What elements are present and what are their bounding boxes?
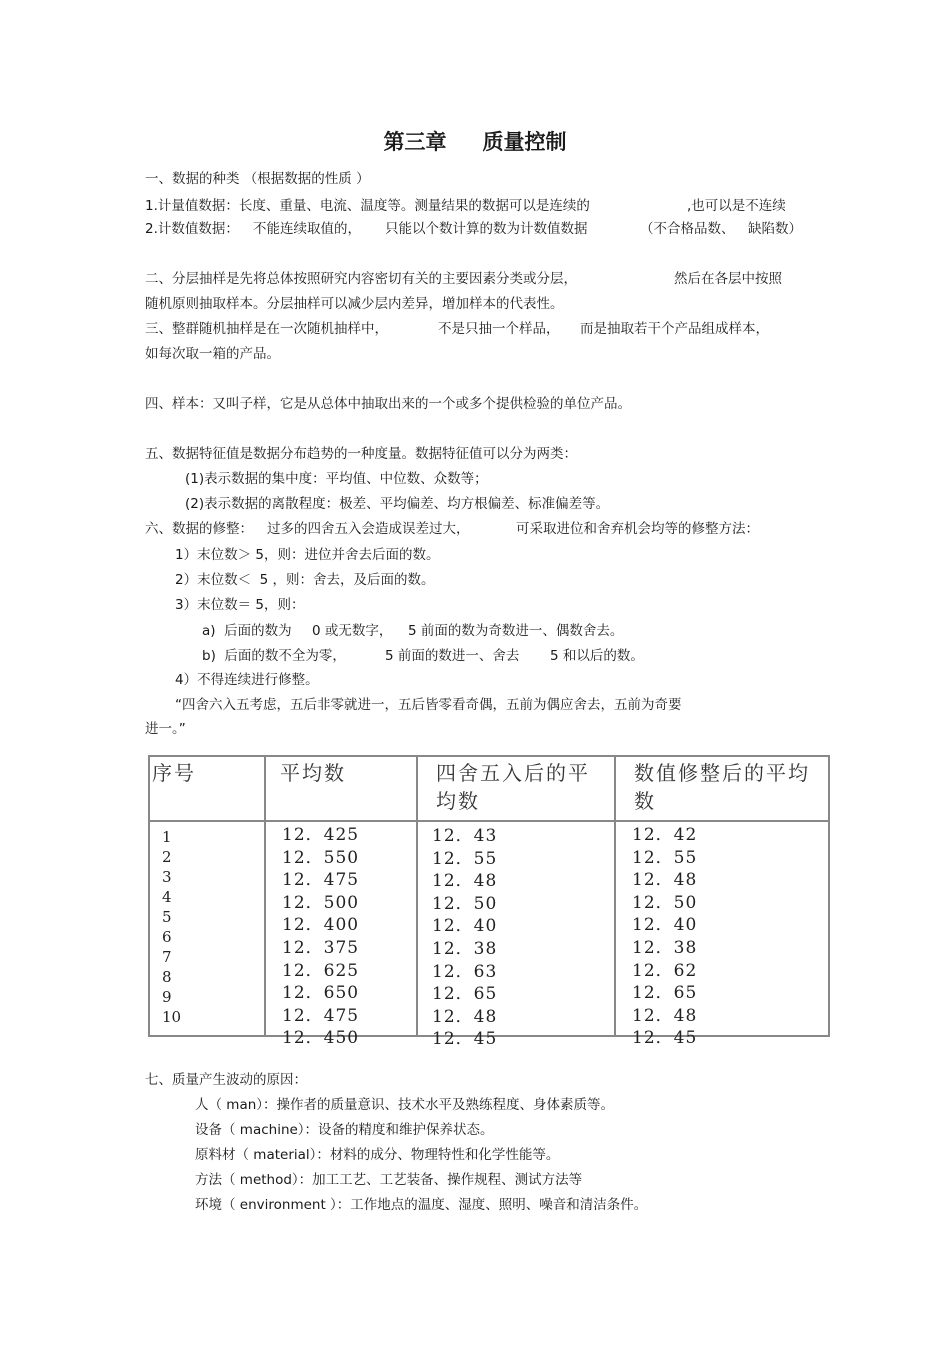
s3-line1c: 而是抽取若干个产品组成样本， [580,321,769,337]
header-rounded-average: 四舍五入后的平均数 [436,761,590,813]
table-col-divider-1 [264,755,266,1037]
s6-rule-2: 2）末位数＜ 5 ，则：舍去，及后面的数。 [175,572,435,588]
table-index-cell: 3 [162,868,172,886]
s2-line1b: 然后在各层中按照 [674,271,782,287]
s6-rule-3: 3）末位数＝ 5，则： [175,597,305,613]
table-average-cell: 12．475 [282,870,360,891]
table-average-cell: 12．650 [282,983,360,1004]
table-index-cell: 6 [162,928,172,946]
table-index-cell: 1 [162,828,172,846]
cause-machine: 设备（ machine）：设备的精度和维护保养状态。 [195,1122,494,1138]
s6-quote-line1: “四舍六入五考虑，五后非零就进一，五后皆零看奇偶，五前为偶应舍去，五前为奇要 [175,697,682,713]
table-average-cell: 12．475 [282,1005,360,1026]
table-average-cell: 12．500 [282,892,360,913]
table-corrected-cell: 12．62 [632,960,698,981]
table-average-cell: 12．400 [282,915,360,936]
s1-line1a: 1.计量值数据：长度、重量、电流、温度等。测量结果的数据可以是连续的 [145,198,590,214]
cause-method: 方法（ method）：加工工艺、工艺装备、操作规程、测试方法等 [195,1172,583,1188]
s1-line2e: 缺陷数） [748,221,802,237]
table-index-cell: 7 [162,948,172,966]
table-corrected-cell: 12．55 [632,847,698,868]
s6-rule-3b-3: 5 和以后的数。 [550,648,644,664]
section-1-heading: 一、数据的种类 （根据数据的性质 ） [145,171,370,187]
s1-line2a: 2.计数值数据： [145,221,239,237]
s5-item2: (2)表示数据的离散程度：极差、平均偏差、均方根偏差、标准偏差等。 [185,496,610,512]
cause-environment: 环境（ environment ）：工作地点的温度、湿度、照明、噪音和清洁条件。 [195,1197,648,1213]
header-corrected-average: 数值修整后的平均数 [634,761,810,813]
table-rounded-cell: 12．55 [432,848,498,869]
table-average-cell: 12．450 [282,1028,360,1049]
table-left-border [148,755,150,1037]
s1-line1b: ,也可以是不连续 [687,198,786,214]
table-corrected-cell: 12．48 [632,870,698,891]
s6-line1c: 可采取进位和舍弃机会均等的修整方法： [516,521,759,537]
table-rounded-cell: 12．45 [432,1029,498,1050]
chapter-title [0,128,950,156]
table-rounded-cell: 12．43 [432,826,498,846]
table-rounded-cell: 12．48 [432,1006,498,1027]
table-col-divider-3 [614,755,616,1037]
table-rounded-cell: 12．38 [432,938,498,959]
table-corrected-cell: 12．42 [632,825,698,845]
s7-heading: 七、质量产生波动的原因： [145,1072,307,1088]
s3-line2: 如每次取一箱的产品。 [145,346,280,362]
cause-material: 原料材（ material）：材料的成分、物理特性和化学性能等。 [195,1147,560,1163]
table-rounded-cell: 12．50 [432,893,498,914]
s1-line2b: 不能连续取值的， [253,221,361,237]
s6-rule-3a-2: 0 或无数字， [312,623,393,639]
table-corrected-cell: 12．48 [632,1005,698,1026]
table-index-cell: 5 [162,908,172,926]
corrected-column [632,824,697,1050]
cause-man: 人（ man）：操作者的质量意识、技术水平及熟练程度、身体素质等。 [195,1097,615,1113]
table-rounded-cell: 12．65 [432,984,498,1005]
s6-line1a: 六、数据的修整： [145,521,253,537]
table-header-divider [148,820,830,822]
table-index-cell: 2 [162,848,172,866]
table-corrected-cell: 12．40 [632,915,698,936]
s2-line1a: 二、分层抽样是先将总体按照研究内容密切有关的主要因素分类或分层， [145,271,577,287]
table-right-border [828,755,830,1037]
chapter-name: 质量控制 [482,129,567,154]
table-average-cell: 12．550 [282,847,360,868]
s3-line1a: 三、整群随机抽样是在一次随机抽样中， [145,321,388,337]
table-index-cell: 10 [162,1008,182,1026]
table-top-border [148,755,830,757]
s6-rule-3a-1: a) 后面的数为 [202,623,292,639]
header-average: 平均数 [280,761,346,785]
average-column [282,824,359,1050]
rounding-table [148,755,830,1050]
header-index: 序号 [152,761,196,785]
s1-line2d: （不合格品数、 [640,221,735,237]
table-average-cell: 12．625 [282,960,360,981]
table-index-cell: 8 [162,968,172,986]
s6-rule-3b-1: b) 后面的数不全为零， [202,648,346,664]
table-index-cell: 9 [162,988,172,1006]
table-col-divider-2 [416,755,418,1037]
s3-line1b: 不是只抽一个样品， [438,321,560,337]
table-corrected-cell: 12．38 [632,937,698,958]
table-average-cell: 12．375 [282,937,360,958]
table-rounded-cell: 12．40 [432,916,498,937]
s5-line1: 五、数据特征值是数据分布趋势的一种度量。数据特征值可以分为两类： [145,446,577,462]
s2-line2: 随机原则抽取样本。分层抽样可以减少层内差异，增加样本的代表性。 [145,296,564,312]
table-corrected-cell: 12．50 [632,892,698,913]
s5-item1: (1)表示数据的集中度：平均值、中位数、众数等； [185,471,488,487]
table-corrected-cell: 12．65 [632,983,698,1004]
s6-rule-3a-3: 5 前面的数为奇数进一、偶数舍去。 [408,623,624,639]
s6-rule-1: 1）末位数＞ 5，则：进位并舍去后面的数。 [175,547,440,563]
rounded-column [432,825,497,1051]
s4-line1: 四、样本：又叫子样，它是从总体中抽取出来的一个或多个提供检验的单位产品。 [145,396,631,412]
table-corrected-cell: 12．45 [632,1028,698,1049]
s1-line2c: 只能以个数计算的数为计数值数据 [385,221,588,237]
s6-quote-line2: 进一。” [145,721,186,737]
table-rounded-cell: 12．48 [432,871,498,892]
table-average-cell: 12．425 [282,825,360,845]
s6-rule-3b-2: 5 前面的数进一、舍去 [385,648,520,664]
s6-rule-4: 4）不得连续进行修整。 [175,672,319,688]
table-rounded-cell: 12．63 [432,961,498,982]
chapter-number: 第三章 [383,129,447,154]
table-index-cell: 4 [162,888,172,906]
s6-line1b: 过多的四舍五入会造成误差过大， [267,521,470,537]
index-column [162,827,181,1027]
